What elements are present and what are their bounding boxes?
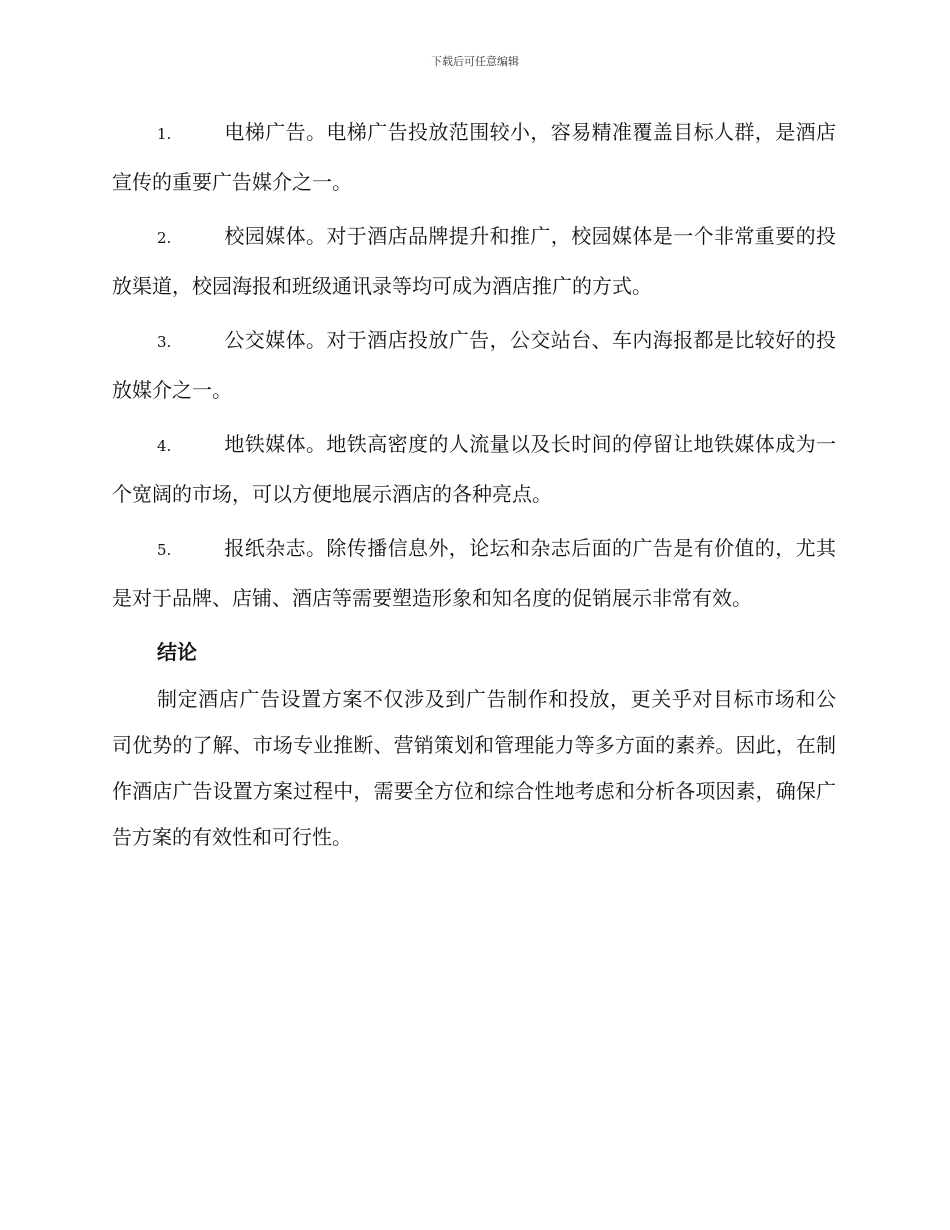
list-item <box>112 316 836 414</box>
conclusion-paragraph: 制定酒店广告设置方案不仅涉及到广告制作和投放，更关乎对目标市场和公司优势的了解、市场专业推断、营销策划和管理能力等多方面的素养。因此，在制作酒店广告设置方案过程中，需要全方位和综合性地考虑和分析各项因素，确保广告方案的有效性和可行性。 <box>112 687 836 849</box>
document-body <box>112 108 836 860</box>
list-item-text: 电梯广告。电梯广告投放范围较小，容易精准覆盖目标人群，是酒店宣传的重要广告媒介之一。 <box>112 120 836 194</box>
list-item-number: 2. <box>157 229 172 247</box>
section-heading-conclusion: 结论 <box>157 640 197 664</box>
page-header: 下载后可任意编辑 <box>431 55 519 68</box>
list-item-number: 3. <box>157 333 172 351</box>
list-item-text: 公交媒体。对于酒店投放广告，公交站台、车内海报都是比较好的投放媒介之一。 <box>112 328 836 402</box>
list-item <box>112 212 836 310</box>
list-item-number: 5. <box>157 541 172 559</box>
list-item <box>112 108 836 206</box>
list-item-text: 报纸杂志。除传播信息外，论坛和杂志后面的广告是有价值的，尤其是对于品牌、店铺、酒店等需要塑造形象和知名度的促销展示非常有效。 <box>112 536 836 610</box>
list-item-number: 1. <box>157 125 172 143</box>
list-item-text: 地铁媒体。地铁高密度的人流量以及长时间的停留让地铁媒体成为一个宽阔的市场，可以方便地展示酒店的各种亮点。 <box>112 432 836 506</box>
list-item-text: 校园媒体。对于酒店品牌提升和推广，校园媒体是一个非常重要的投放渠道，校园海报和班级通讯录等均可成为酒店推广的方式。 <box>112 224 836 298</box>
list-item <box>112 420 836 518</box>
list-item <box>112 524 836 622</box>
list-item-number: 4. <box>157 437 172 455</box>
